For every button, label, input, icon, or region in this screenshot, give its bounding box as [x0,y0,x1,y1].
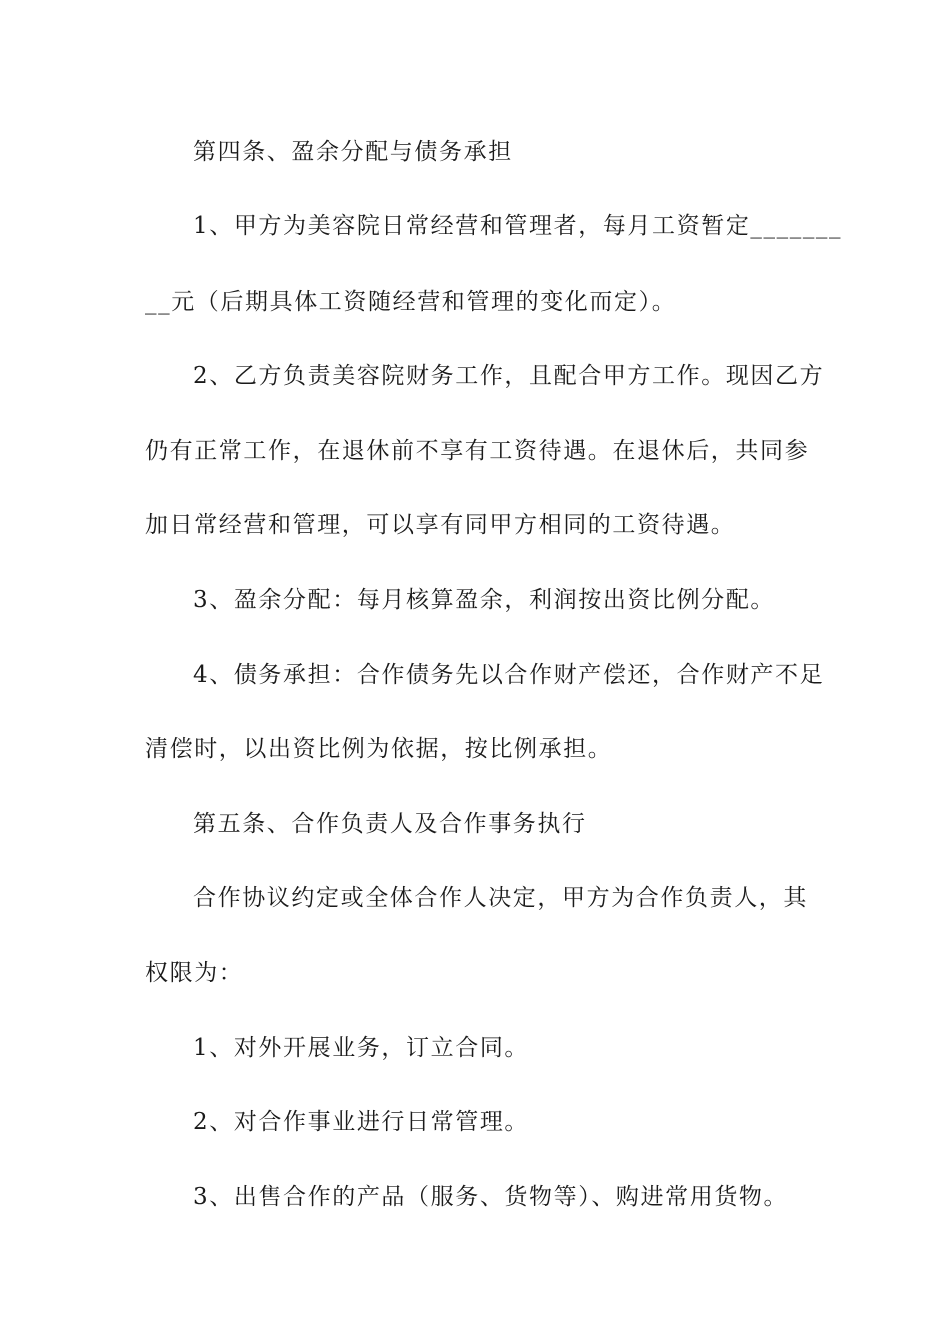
list-item: 3、出售合作的产品（服务、货物等）、购进常用货物。 [193,1184,789,1210]
paragraph-line: 4、债务承担：合作债务先以合作财产偿还，合作财产不足 [193,662,825,688]
paragraph-line: 仍有正常工作，在退休前不享有工资待遇。在退休后，共同参 [145,438,810,464]
paragraph-line: 3、盈余分配：每月核算盈余，利润按出资比例分配。 [193,587,776,613]
paragraph-line: 清偿时，以出资比例为依据，按比例承担。 [145,736,613,762]
paragraph-line: 合作协议约定或全体合作人决定，甲方为合作负责人，其 [193,885,808,911]
paragraph-line: __元（后期具体工资随经营和管理的变化而定）。 [145,289,677,315]
paragraph-line: 2、乙方负责美容院财务工作，且配合甲方工作。现因乙方 [193,363,825,389]
list-item: 2、对合作事业进行日常管理。 [193,1109,530,1135]
paragraph-line: 权限为： [145,960,244,986]
section-heading-article-5: 第五条、合作负责人及合作事务执行 [193,811,587,837]
paragraph-line: 1、甲方为美容院日常经营和管理者，每月工资暂定_______ [193,213,843,239]
list-item: 1、对外开展业务，订立合同。 [193,1035,530,1061]
section-heading-article-4: 第四条、盈余分配与债务承担 [193,139,513,165]
paragraph-line: 加日常经营和管理，可以享有同甲方相同的工资待遇。 [145,512,736,538]
